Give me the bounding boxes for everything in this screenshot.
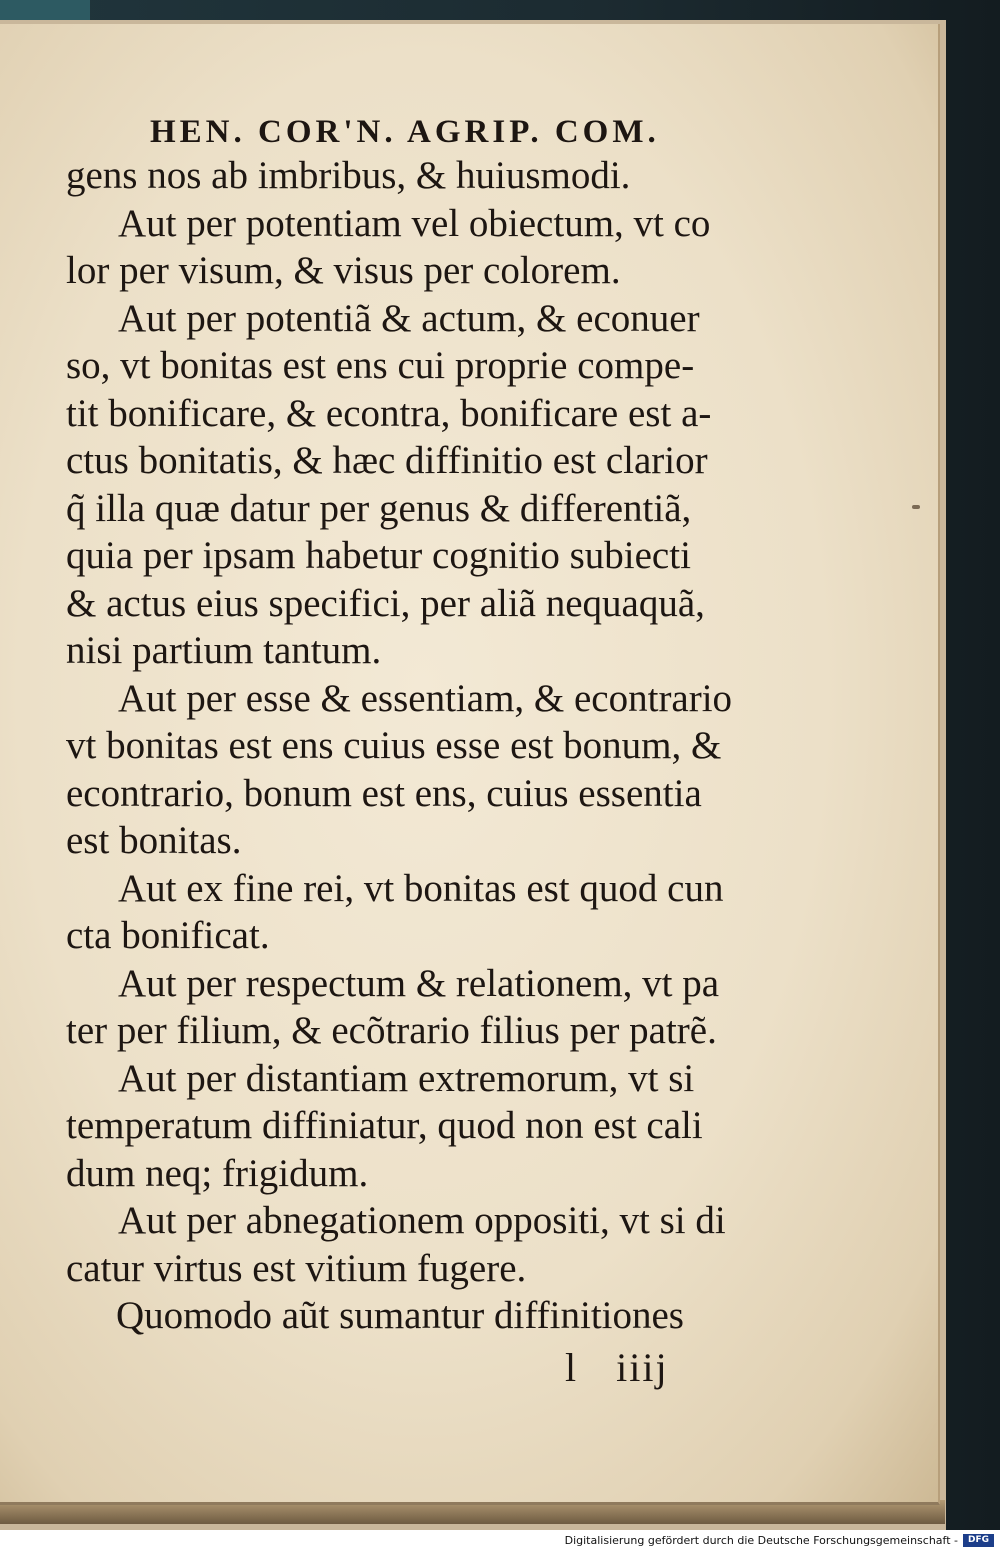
text-line: q̃ illa quæ datur per genus & differentiã, <box>66 486 692 530</box>
text-line: dum neq; frigidum. <box>66 1151 369 1195</box>
text-line: nisi partium tantum. <box>66 629 382 672</box>
text-line: Aut per abnegationem oppositi, vt si di <box>118 1199 726 1242</box>
signature-letter: l <box>565 1345 579 1390</box>
text-line: vt bonitas est ens cuius esse est bonum, & <box>66 724 722 767</box>
text-line: Aut per distantiam extremorum, vt si <box>118 1056 695 1100</box>
text-line: Aut per potentiam vel obiectum, vt co <box>118 201 711 245</box>
footer-credit: Digitalisierung gefördert durch die Deutsche Forschungsgemeinschaft - <box>564 1534 958 1547</box>
running-head: HEN. COR'N. AGRIP. COM. <box>150 114 660 150</box>
signature-mark <box>565 1344 669 1391</box>
text-line: Aut ex fine rei, vt bonitas est quod cun <box>118 866 724 910</box>
text-line: Aut per respectum & relationem, vt pa <box>118 961 720 1005</box>
text-line: so, vt bonitas est ens cui proprie compe- <box>66 344 695 387</box>
text-line: cta bonificat. <box>66 914 270 957</box>
dfg-logo-icon: DFG <box>963 1534 994 1547</box>
text-line: Quomodo aũt sumantur diffinitiones <box>116 1294 684 1337</box>
text-line: temperatum diffiniatur, quod non est cali <box>66 1104 703 1147</box>
signature-number: iiij <box>616 1345 669 1390</box>
text-line: quia per ipsam habetur cognitio subiecti <box>66 534 691 577</box>
text-line: econtrario, bonum est ens, cuius essentia <box>66 771 702 815</box>
text-line: Aut per potentiã & actum, & econuer <box>118 296 700 340</box>
text-line: tit bonificare, & econtra, bonificare est a- <box>66 391 712 435</box>
text-line: ter per filium, & ecõtrario filius per patrẽ. <box>66 1009 717 1052</box>
paper-blemish <box>912 505 920 509</box>
text-line: lor per visum, & visus per colorem. <box>66 249 621 292</box>
text-line: Aut per esse & essentiam, & econtrario <box>118 676 733 720</box>
text-line: ctus bonitatis, & hæc diffinitio est clarior <box>66 439 708 482</box>
text-line: catur virtus est vitium fugere. <box>66 1246 527 1290</box>
text-line: gens nos ab imbribus, & huiusmodi. <box>66 154 631 197</box>
body-text <box>66 152 766 1340</box>
text-line: est bonitas. <box>66 819 242 862</box>
text-line: & actus eius specifici, per aliã nequaquã, <box>66 581 705 625</box>
